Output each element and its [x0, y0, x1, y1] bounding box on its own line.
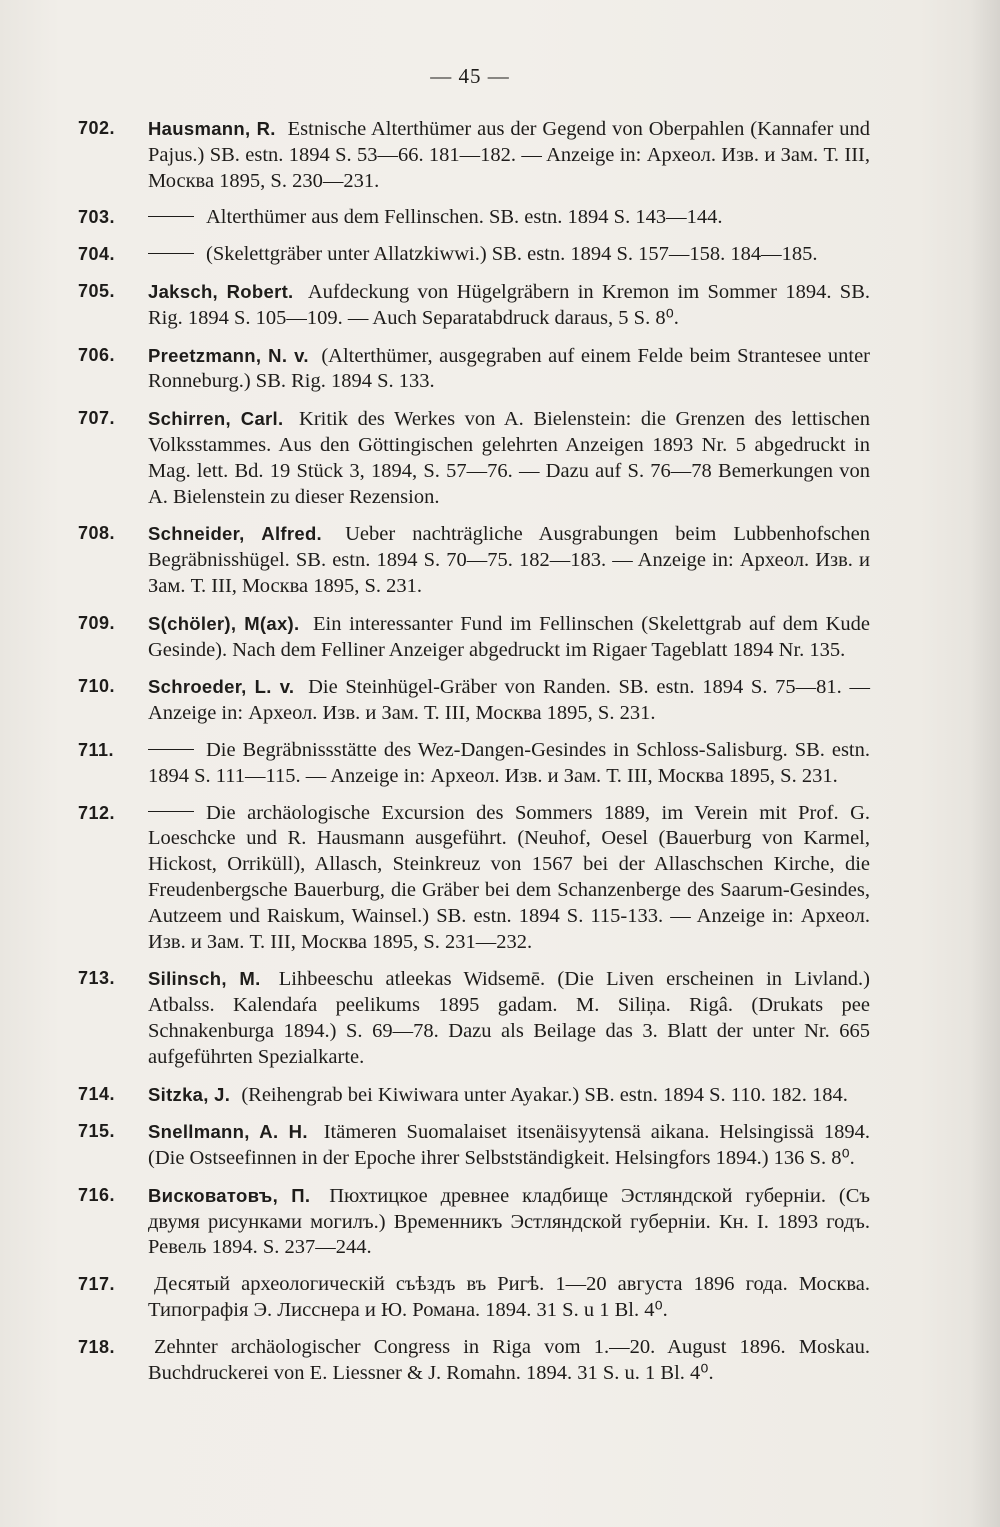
entry-text: Десятый археологическій съѣздъ въ Ригѣ. 1—20 августа 1896 года. Москва. Типографія Э. Лисснера и Ю. Романа. 1894. 31 S. u 1 Bl. 4⁰. [148, 1273, 870, 1322]
entry-text: Estnische Alterthümer aus der Gegend von Oberpahlen (Kannafer und Pajus.) SB. estn. 1894 S. 53—66. 181—182. — Anzeige in: Археол. Изв. и Зам. Т. III, Москва 1895, S. 230—231. [148, 118, 870, 192]
entry-text: Ueber nachträgliche Ausgrabungen beim Lubbenhofschen Begräbnisshügel. SB. estn. 1894 S. 70—75. 182—183. — Anzeige in: Археол. Изв. и Зам. Т. III, Москва 1895, S. 231. [148, 523, 871, 597]
bibliography-entry [78, 205, 870, 231]
bibliography-list [78, 116, 870, 1397]
entry-number: 704. [78, 244, 116, 265]
ditto-dash [148, 749, 194, 750]
entry-number: 708. [78, 523, 116, 544]
bibliography-entry [78, 242, 870, 268]
entry-number: 714. [78, 1083, 116, 1104]
bibliography-entry [78, 738, 870, 790]
entry-number: 716. [78, 1184, 116, 1205]
entry-text: Zehnter archäologischer Congress in Riga vom 1.—20. August 1896. Moskau. Buchdruckerei von E. Liessner & J. Romahn. 1894. 31 S. u. 1 Bl. 4⁰. [148, 1335, 870, 1384]
entry-text: Alterthümer aus dem Fellinschen. SB. estn. 1894 S. 143—144. [206, 206, 723, 229]
entry-author: Sitzka, J. [148, 1083, 231, 1105]
entry-number: 711. [78, 739, 115, 760]
entry-number: 707. [78, 408, 116, 429]
bibliography-entry [78, 801, 870, 956]
ditto-dash [148, 253, 194, 254]
entry-author: Silinsch, M. [148, 968, 261, 990]
entry-number: 715. [78, 1121, 116, 1142]
entry-number: 717. [78, 1274, 116, 1295]
page-number: — 45 — [430, 64, 510, 88]
entry-author: Preetzmann, N. v. [148, 344, 309, 366]
entry-text: (Skelettgräber unter Allatzkiwwi.) SB. estn. 1894 S. 157—158. 184—185. [206, 243, 818, 266]
bibliography-entry [78, 611, 870, 664]
page-edge-shadow [970, 0, 1000, 1527]
ditto-dash [148, 811, 194, 812]
entry-text: Itämeren Suomalaiset itsenäisyytensä aikana. Helsingissä 1894. (Die Ostseefinnen in der Epoche ihrer Selbstständigkeit. Helsingfors 1894.) 136 S. 8⁰. [148, 1121, 870, 1170]
entry-number: 710. [78, 676, 116, 697]
entry-text: Die Begräbnissstätte des Wez-Dangen-Gesindes in Schloss-Salisburg. SB. estn. 1894 S. 111—115. — Anzeige in: Археол. Изв. и Зам. Т. III, Москва 1895, S. 231. [148, 738, 870, 787]
bibliography-entry [78, 343, 870, 396]
bibliography-entry [78, 521, 870, 599]
entry-number: 709. [78, 612, 116, 633]
entry-author: Snellmann, A. H. [148, 1121, 308, 1143]
entry-number: 712. [78, 802, 116, 823]
entry-text: (Alterthümer, ausgegraben auf einem Felde beim Strantesee unter Ronneburg.) SB. Rig. 1894 S. 133. [148, 344, 870, 393]
bibliography-entry [78, 406, 870, 510]
entry-number: 705. [78, 280, 116, 301]
entry-author: Jaksch, Robert. [148, 280, 294, 302]
entry-text: Die archäologische Excursion des Sommers 1889, im Verein mit Prof. G. Loeschcke und R. Hausmann ausgeführt. (Neuhof, Oesel (Bauerburg von Karmel, Hickost, Orriküll), Allasch, Steinkreuz von 1567 bei der Allaschschen Kirche, die Freudenbergsche Bauerburg, die Gräber bei dem Schanzenberge des Saarum-Gesindes, Autzeem und Raiskum, Wainsel.) SB. estn. 1894 S. 115-133. — Anzeige in: Археол. Изв. и Зам. Т. III, Москва 1895, S. 231—232. [148, 801, 870, 953]
bibliography-entry [78, 116, 870, 194]
entry-number: 706. [78, 344, 116, 365]
entry-author: Schneider, Alfred. [148, 523, 322, 545]
entry-text: Aufdeckung von Hügelgräbern in Kremon im Sommer 1894. SB. Rig. 1894 S. 105—109. — Auch Separatabdruck daraus, 5 S. 8⁰. [148, 280, 870, 329]
entry-text: (Reihengrab bei Kiwiwara unter Ayakar.) SB. estn. 1894 S. 110. 182. 184. [241, 1083, 848, 1106]
bibliography-entry [78, 1183, 870, 1261]
entry-number: 702. [78, 118, 116, 138]
entry-author: Schirren, Carl. [148, 408, 284, 430]
entry-text: Die Steinhügel-Gräber von Randen. SB. estn. 1894 S. 75—81. — Anzeige in: Археол. Изв. и Зам. Т. III, Москва 1895, S. 231. [148, 676, 871, 725]
bibliography-entry [78, 966, 870, 1070]
bibliography-entry [78, 1335, 870, 1387]
entry-author: Hausmann, R. [148, 118, 276, 139]
entry-number: 713. [78, 968, 116, 989]
entry-number: 703. [78, 207, 116, 228]
ditto-dash [148, 216, 194, 217]
bibliography-entry [78, 1272, 870, 1324]
bibliography-entry [78, 674, 870, 727]
entry-text: Пюхтицкое древнее кладбище Эстляндской губерніи. (Съ двумя рисунками могилъ.) Временникъ Эстляндской губерніи. Кн. I. 1893 годъ. Ревель 1894. S. 237—244. [148, 1184, 871, 1259]
bibliography-entry [78, 279, 870, 332]
entry-text: Kritik des Werkes von A. Bielenstein: die Grenzen des lettischen Volksstammes. Aus den Göttingischen gelehrten Anzeigen 1893 Nr. 5 abgedruckt in Mag. lett. Bd. 19 Stück 3, 1894, S. 57—76. — Dazu auf S. 76—78 Bemerkungen von A. Bielenstein zu dieser Rezension. [148, 408, 871, 508]
entry-number: 718. [78, 1336, 116, 1357]
bibliography-entry [78, 1082, 870, 1109]
entry-text: Lihbeeschu atleekas Widsemē. (Die Liven erscheinen in Livland.) Atbalss. Kalendaŕa peelikums 1895 gadam. M. Siliņa. Rigâ. (Drukats pee Schnakenburga 1894.) S. 69—78. Dazu als Beilage das 3. Blatt der unter Nr. 665 aufgeführten Spezialkarte. [148, 968, 871, 1068]
entry-author: S(chöler), M(ax). [148, 612, 300, 634]
bibliography-entry [78, 1119, 870, 1172]
entry-author: Висковатовъ, П. [148, 1184, 311, 1206]
entry-author: Schroeder, L. v. [148, 676, 295, 698]
entry-text: Ein interessanter Fund im Fellinschen (Skelettgrab auf dem Kude Gesinde). Nach dem Felliner Anzeiger abgedruckt im Rigaer Tageblatt 1894 Nr. 135. [148, 612, 870, 661]
